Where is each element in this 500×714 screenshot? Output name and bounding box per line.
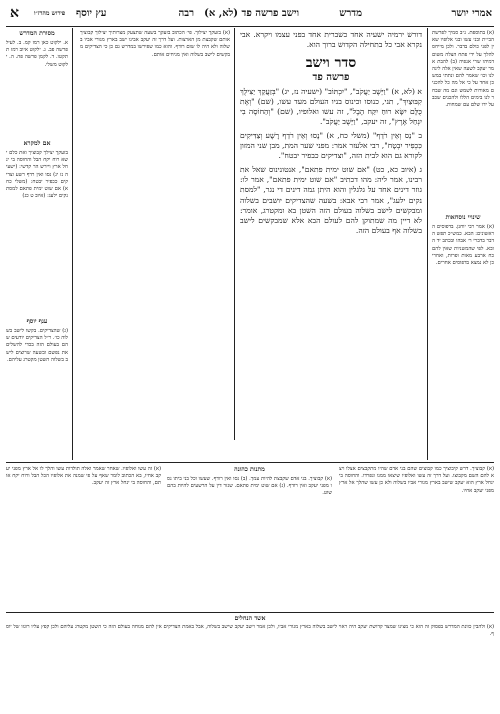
anaf-text: (ג) שהצדיקים. בקשו לישב בשלוה כו׳. ר״ל הצדיקים יודעים שהם בעולם הזה בכדי להשלים את נפשם ובשעה שרוצים לישב בשלוה השטן מקטרג עליהם. bbox=[6, 328, 68, 363]
header-maharzu: פירוש מהרז״ו bbox=[34, 10, 66, 17]
page-header bbox=[6, 4, 494, 27]
sources-heading: מסורת המדרש bbox=[19, 30, 55, 37]
seder-title: סדר וישב bbox=[305, 54, 357, 71]
matnot-kehuna-heading: מתנות כהונה bbox=[234, 466, 265, 473]
paragraph-b: ב "נֵס וְאֵין רֹדֵף" (משלי כח, א) "נָסוּ וְאֵין רֹדֵף רָשָׁע וְצַדִּיקִים כִּכְפִיר יִבְטָח", רבי אלעזר אמר: מפני שער המת, מבן שני המזון לקורא גם הוא לבית הזה, "וצדיקים כבפיר יבטח". bbox=[240, 130, 422, 161]
rule-bottom-band bbox=[6, 612, 494, 613]
scripture-heading: אם למקרא bbox=[23, 140, 51, 147]
bottom-right-commentary: (א) קבוציך. דרש קיבוציך כמו קבוצים שהם בני אדם שהיו מתקבצים אצלו ויצא להם השם מקבוצו. ועל דרך זה עשו ואלופיו שיצאו ממנו ונפרדו. והחוסה בי ינחל ארץ הוא יעקב שישב בארץ מגורי אביו בשלוה ולא כן עשו שהלך אל ארץ מפני יעקב אחיו. bbox=[339, 466, 494, 494]
rule-center bbox=[234, 28, 235, 440]
rule-right bbox=[427, 28, 428, 460]
scripture-text: בזעקך יצילך קבוציך ואת כלם ישא רוח יקח הבל והחוסה בי ינחל ארץ ויירש הר קדשי: (ישעיה נז יג) נסו ואין רדף רשע וצדיקים ככפיר יבטח: (משלי כח א) אם שוט ימית פתאם למסת נקים ילעג: (איוב ט כג) bbox=[6, 150, 68, 200]
page-letter: א bbox=[10, 5, 19, 21]
header-midrash: מדרש bbox=[339, 8, 362, 19]
rule-left bbox=[72, 28, 73, 460]
intro-text: דורש ירמיה ישעיה אחד כשברית אחד בפני עצמו ויקרא. אבי נקרא אבי כל בתחילה הקדוש ברוך הוא. bbox=[240, 30, 422, 50]
paragraph-a: א (לא, א) "וַיֵּשֶׁב יַעֲקֹב", "יִכְתּוֹב" (ישעיה נז, יג) "בְּזַעֲקֵךְ יַצִּילֻךְ קִבּוּצַיִךְ", תני, כנוסו וכינוס בניו העולם מעד עשו, (שם) "וְאֶת כֻּלָּם יִשָּׂא רוּחַ יִקַּח הָבֶל", זה עשו ואלופיו, (שם) "וְהַחוֹסֶה בִי יִנְחַל אֶרֶץ", זה יעקב, "וַיֵּשֶׁב יַעֲקֹב". bbox=[240, 86, 422, 127]
eshed-text: (א) ולהבין כוונת המדרש בפסוק זה הוא כי מצינו שמצד קדושת יעקב היה ראוי לישב בשלוה בארץ מגורי אביו, ולכן אמר וישב יעקב שישב בשלוה, אבל באמת הצדיקים אין להם מנוחה בעולם הזה כי השטן מקטרג עליהם ולכן קפץ עליו רוגזו של יוסף. bbox=[6, 624, 494, 638]
maharzu-commentary: (א) בזעקך יצילוך. פי׳ הכתוב בזעקך בשעה שתצעק מצרותיך יצילוך קבוציך אותם שקבצת מן הארצות. ועל דרך זה יעקב אבינו ישב בארץ מגורי אביו בשלוה ולא היה לו שום רודף. והוא כמו שפירשו במדרש גם כן כי הצדיקים מבקשים לישב בשלוה ואין מניחים אותם. bbox=[80, 30, 230, 58]
variants-text: (א) אמר רבי יוחנן. בדפוסים הראשונים: הבא. כמש״כ תפש הדבר בדברי ר׳ אבהו ובכתב יד הובא. לפי שהמשניות שאין להם כח ארבע מאות ופרות, ואחרי כן לא נמצא בדפוסים אחרים. bbox=[432, 224, 494, 267]
paragraph-c: ג (איוב כא, כט) "אם שוט ימית פתאם", אנטונינוס שאל את רבינו, אמר ליה: מהו דכתיב "אם שוט ימית פתאם", אמר לו: גוזר דינים אחד על גלגלין והוא היתן גמה דינים די נגר, "למסת נקים ילעג", אמר רבי אבא: בשעה שהצדיקים יושבים בשלוה ומבקשים לישב בשלוה בעולם הזה השטן בא ומקטרג, אומר: לא דיין מה שמתוקן להם לעולם הבא אלא שמבקשים לישב בשלוה אף בעולם הזה. bbox=[240, 164, 422, 236]
left-commentary-label: עץ יוסף bbox=[76, 8, 107, 19]
anaf-heading: ענף יוסף bbox=[26, 318, 48, 325]
main-text-column bbox=[240, 30, 422, 440]
eshed-heading: אשד הנחלים bbox=[234, 615, 266, 622]
right-commentary-label: אמרי יושר bbox=[451, 8, 492, 19]
header-parsha: וישב פרשה פד (לא, א) bbox=[204, 8, 299, 19]
bottom-left-commentary: (א) זה עשו ואלופיו. שאחר שאמר ואלה תולדות עשו והלך לו אל ארץ מפני יעקב אחיו, בא הכתוב לומר שאף על פי שמנה את אלופיו הכל הבל ורוח יקח אותם, והחוסה בי ינחל ארץ זה יעקב. bbox=[6, 466, 161, 487]
header-rabbah: רבה bbox=[178, 8, 194, 19]
rule-bottom-top bbox=[6, 462, 494, 463]
parsha-subtitle: פרשה פד bbox=[312, 71, 350, 83]
right-commentary: (א) בתוספת. נ״ב סמיך לפרשת הבי״ת ובני עשו ובני אלופיו שאין לפני כולם בדבר. ולכן מייחס להלך על ידי פתח הצלה משום דמיהו שרי אנפיה (ב) להבת אמר יעקב לשעה שאין אלה לינה לנו וכו׳ שאמר להם ונתתי במשכן אחד על כי אל מה כל להכנים מאורות לשמש וגם מה שבחר לנו בימים הללו ולהכנים שכב על ידו שלם עם שמחות. bbox=[432, 30, 494, 109]
matnot-kehuna-text: (א) קבוציך. בני אדם שקבצת להיות עמך. (ב) נסו ואין רודף. שעשו וכל בני ביתו נסו מפני יעקב ואין רודף. (ג) אם שוט ימית פתאם. שגזר דין על הרשעים להיות בהם שוט. bbox=[167, 476, 332, 497]
variants-heading: שינויי נוסחאות bbox=[445, 214, 481, 221]
sources-text: א. ילקוט כאן רמז קמ. ב. לעיל פרשה פב. ג. ילקוט איוב רמז תתקטו. ד. לקמן פרשה פה. ה. ילקוט משלי. bbox=[6, 40, 68, 68]
